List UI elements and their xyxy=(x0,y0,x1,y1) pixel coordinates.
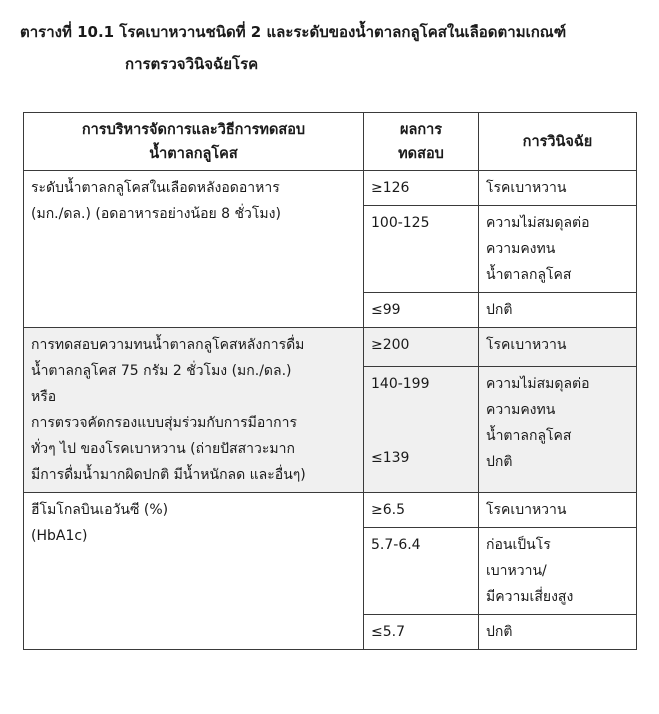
diagnosis-line: โรคเบาหวาน xyxy=(486,337,567,353)
diagnosis-line: โรคเบาหวาน xyxy=(486,180,567,196)
result-value: ≥200 xyxy=(371,337,410,353)
result-cell xyxy=(364,293,479,328)
diagnosis-line: น้ำตาลกลูโคส xyxy=(486,267,572,283)
table-caption-line-2: การตรวจวินิจฉัยโรค xyxy=(125,55,259,73)
diagnosis-line: โรคเบาหวาน xyxy=(486,502,567,518)
diagnosis-line: ความไม่สมดุลต่อ xyxy=(486,215,590,231)
test-method-line: (HbA1c) xyxy=(31,528,88,544)
header-test-result-line-2: ทดสอบ xyxy=(398,145,444,162)
result-cell xyxy=(364,328,479,367)
header-diagnosis xyxy=(479,113,637,171)
diagnosis-line: ความคงทน xyxy=(486,241,556,257)
table-row xyxy=(24,493,637,528)
diagnosis-line: เบาหวาน/ xyxy=(486,563,547,579)
table-header-row xyxy=(24,113,637,171)
diagnosis-cell xyxy=(479,293,637,328)
test-method-line: ระดับน้ำตาลกลูโคสในเลือดหลังอดอาหาร xyxy=(31,180,280,196)
header-test-method-line-1: การบริหารจัดการและวิธีการทดสอบ xyxy=(81,121,306,138)
result-cell xyxy=(364,493,479,528)
result-value: ≤139 xyxy=(371,450,410,467)
result-value: ≤99 xyxy=(371,302,401,318)
table-row xyxy=(24,171,637,206)
header-diagnosis-text: การวินิจฉัย xyxy=(522,133,593,150)
result-cell xyxy=(364,171,479,206)
result-cell xyxy=(364,367,479,493)
result-value: 100-125 xyxy=(371,215,430,231)
diagnosis-cell xyxy=(479,615,637,650)
diagnosis-line: ความไม่สมดุลต่อ xyxy=(486,376,590,393)
diagnosis-cell xyxy=(479,528,637,615)
test-method-line: มีการดื่มน้ำมากผิดปกติ มีน้ำหนักลด และอื่นๆ) xyxy=(31,467,306,483)
test-method-line: น้ำตาลกลูโคส 75 กรัม 2 ชั่วโมง (มก./ดล.) xyxy=(31,363,292,379)
diagnosis-line: ก่อนเป็นโร xyxy=(486,537,551,553)
result-value: 5.7-6.4 xyxy=(371,537,421,553)
test-method-line: ฮีโมโกลบินเอวันซี (%) xyxy=(31,502,169,518)
diagnosis-cell xyxy=(479,367,637,493)
diagnosis-cell xyxy=(479,171,637,206)
header-test-method xyxy=(24,113,364,171)
test-method-line: (มก./ดล.) (อดอาหารอย่างน้อย 8 ชั่วโมง) xyxy=(31,206,281,222)
result-cell xyxy=(364,615,479,650)
test-method-line: หรือ xyxy=(31,389,57,405)
header-test-result-line-1: ผลการ xyxy=(399,121,443,138)
diagnosis-cell xyxy=(479,493,637,528)
diagnosis-line: ปกติ xyxy=(486,624,513,640)
header-test-method-line-2: น้ำตาลกลูโคส xyxy=(149,145,238,162)
result-value: ≥126 xyxy=(371,180,410,196)
test-method-cell xyxy=(24,328,364,493)
diagnosis-table xyxy=(23,112,637,650)
result-value: 140-199 xyxy=(371,376,430,393)
test-method-line: การตรวจคัดกรองแบบสุ่มร่วมกับการมีอาการ xyxy=(31,415,297,431)
test-method-cell xyxy=(24,171,364,328)
diagnosis-line: ปกติ xyxy=(486,454,513,471)
test-method-line: ทั่วๆ ไป ของโรคเบาหวาน (ถ่ายปัสสาวะมาก xyxy=(31,441,295,457)
diagnosis-line: ความคงทน xyxy=(486,402,556,419)
result-cell xyxy=(364,206,479,293)
test-method-line: การทดสอบความทนน้ำตาลกลูโคสหลังการดื่ม xyxy=(31,337,305,353)
table-row xyxy=(24,328,637,367)
result-cell xyxy=(364,528,479,615)
result-value: ≤5.7 xyxy=(371,624,405,640)
diagnosis-cell xyxy=(479,328,637,367)
diagnosis-line: ปกติ xyxy=(486,302,513,318)
table-caption-line-1: ตารางที่ 10.1 โรคเบาหวานชนิดที่ 2 และระดับของน้ำตาลกลูโคสในเลือดตามเกณฑ์ xyxy=(20,23,567,41)
result-value: ≥6.5 xyxy=(371,502,405,518)
test-method-cell xyxy=(24,493,364,650)
header-test-result xyxy=(364,113,479,171)
diagnosis-line: มีความเสี่ยงสูง xyxy=(486,589,574,605)
diagnosis-cell xyxy=(479,206,637,293)
diagnosis-line: น้ำตาลกลูโคส xyxy=(486,428,572,445)
